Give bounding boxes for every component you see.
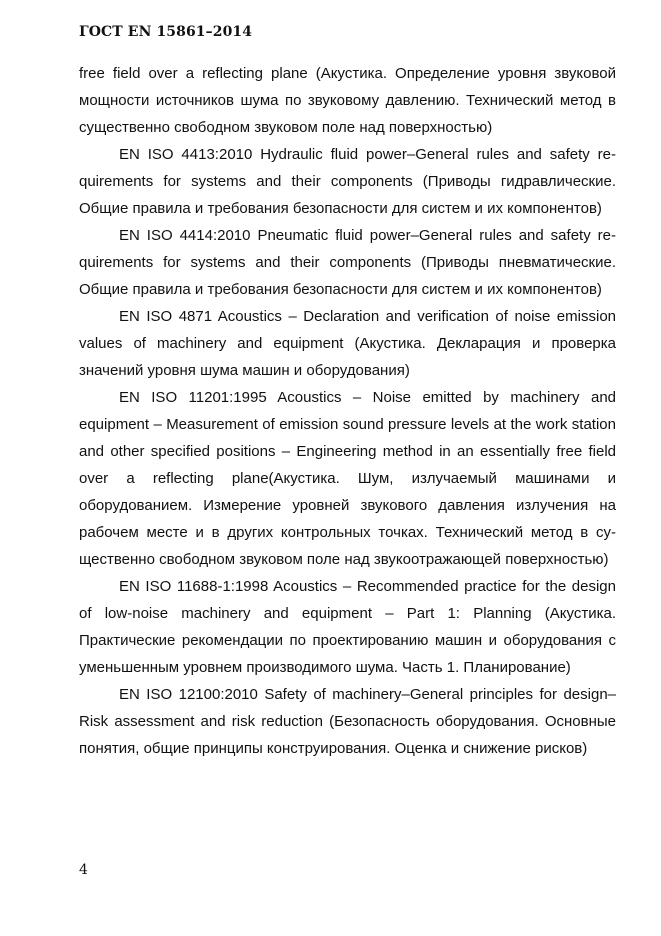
page-number: 4 <box>79 862 88 878</box>
paragraph-en-iso-4414: EN ISO 4414:2010 Pneumatic fluid power–General rules and safety requirements for systems and their components (Приводы пневматические. Общие правила и требования безопасности для систем и их компонентов) <box>79 227 616 298</box>
paragraph-en-iso-4413: EN ISO 4413:2010 Hydraulic fluid power–General rules and safety requirements for systems and their components (Приводы гидравлические. Общие правила и требования безопасности для систем и их компонентов) <box>79 146 616 217</box>
paragraph-en-iso-11688-1: EN ISO 11688-1:1998 Acoustics – Recommended practice for the design of low-noise machinery and equipment – Part 1: Planning (Акустика. Практические рекомендации по проектированию машин и оборудования с уменьшенным уровнем производимого шума. Часть 1. Планирование) <box>79 578 616 676</box>
paragraph-en-iso-4871: EN ISO 4871 Acoustics – Declaration and verification of noise emission values of machinery and equipment (Акустика. Декларация и проверка значений уровня шума машин и оборудования) <box>79 308 616 379</box>
document-header: ГОСТ EN 15861–2014 <box>79 24 253 40</box>
document-body <box>79 60 616 762</box>
paragraph-en-iso-12100: EN ISO 12100:2010 Safety of machinery–General principles for design–Risk assessment and risk reduction (Безопасность оборудования. Основные понятия, общие принципы конструирования. Оценка и снижение рисков) <box>79 686 616 757</box>
paragraph-continuation: free field over a reflecting plane (Акустика. Определение уровня звуковой мощности источников шума по звуковому давлению. Технический метод в существенно свободном звуковом поле над поверхностью) <box>79 65 616 136</box>
paragraph-en-iso-11201: EN ISO 11201:1995 Acoustics – Noise emitted by machinery and equipment – Measurement of emission sound pressure levels at the work station and other specified positions – Engineering method in an essentially free field over a reflecting plane(Акустика. Шум, излучаемый машинами и оборудованием. Измерение уровней звукового давления излучения на рабочем месте и в других контрольных точках. Технический метод в существенно свободном звуковом поле над звукоотражающей поверхностью) <box>79 389 616 568</box>
